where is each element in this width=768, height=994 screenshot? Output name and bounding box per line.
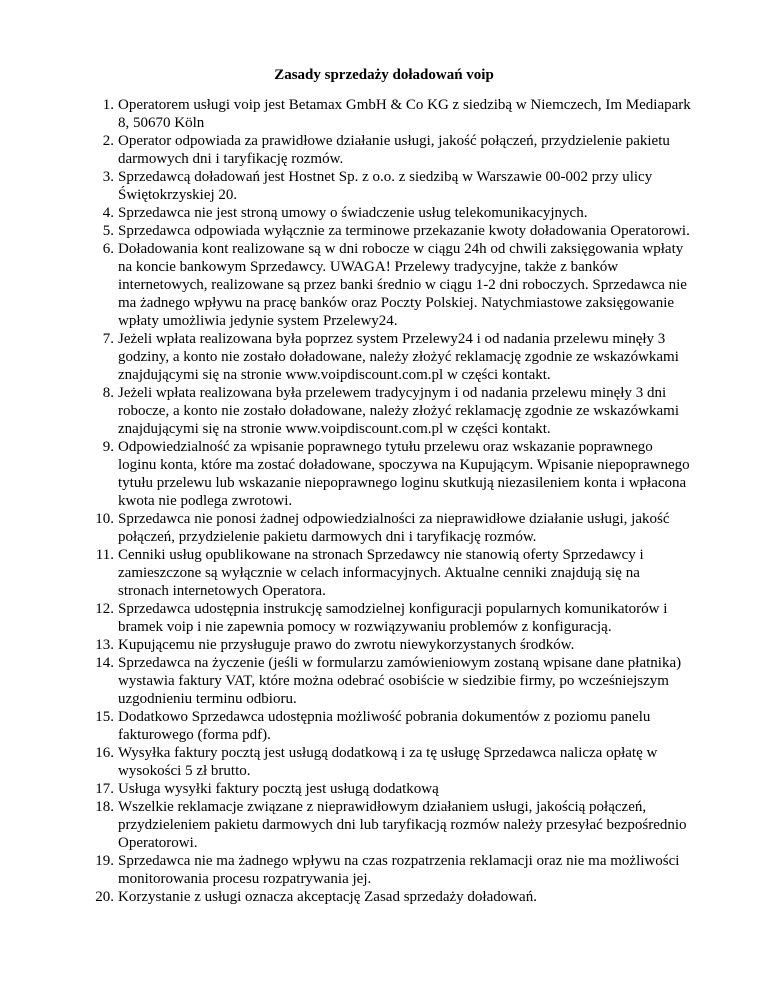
rule-item <box>95 510 692 546</box>
rule-number: 17. <box>95 781 114 797</box>
rule-number: 12. <box>95 601 114 617</box>
rule-item <box>95 852 692 888</box>
rule-number: 16. <box>95 745 114 761</box>
rule-number: 10. <box>95 511 114 527</box>
rule-item <box>102 204 692 222</box>
rule-number: 4. <box>102 205 114 221</box>
rule-item <box>95 600 692 636</box>
rule-text: Operatorem usługi voip jest Betamax GmbH & Co KG z siedzibą w Niemczech, Im Mediapark 8, 50670 Köln <box>118 97 691 131</box>
rule-text: Jeżeli wpłata realizowana była poprzez system Przelewy24 i od nadania przelewu minęły 3 godziny, a konto nie zostało doładowane, należy złożyć reklamację zgodnie ze wskazówkami znajdującymi się na stronie www.voipdiscount.com.pl w części kontakt. <box>118 331 679 383</box>
rule-item <box>95 654 692 708</box>
rule-item <box>102 438 692 510</box>
rule-item <box>95 546 692 600</box>
rule-text: Odpowiedzialność za wpisanie poprawnego tytułu przelewu oraz wskazanie poprawnego loginu konta, które ma zostać doładowane, spoczywa na Kupującym. Wpisanie niepoprawnego tytułu przelewu lub wskazanie niepoprawnego loginu skutkują niezasileniem konta i wpłacona kwota nie podlega zwrotowi. <box>118 439 690 509</box>
rule-number: 19. <box>95 853 114 869</box>
rule-text: Jeżeli wpłata realizowana była przelewem tradycyjnym i od nadania przelewu minęły 3 dni robocze, a konto nie zostało doładowane, należy złożyć reklamację zgodnie ze wskazówkami znajdującymi się na stronie www.voipdiscount.com.pl w części kontakt. <box>118 385 680 437</box>
rule-item <box>102 96 692 132</box>
rule-item <box>95 744 692 780</box>
rule-number: 7. <box>102 331 114 347</box>
rule-item <box>102 132 692 168</box>
rule-text: Sprzedawca nie ponosi żadnej odpowiedzialności za nieprawidłowe działanie usługi, jakość połączeń, przydzielenie pakietu darmowych dni i taryfikację rozmów. <box>118 511 670 545</box>
rule-text: Doładowania kont realizowane są w dni robocze w ciągu 24h od chwili zaksięgowania wpłaty na koncie bankowym Sprzedawcy. UWAGA! Przelewy tradycyjne, także z banków internetowych, realizowane są przez banki średnio w ciągu 1-2 dni roboczych. Sprzedawca nie ma żadnego wpływu na pracę banków oraz Poczty Polskiej. Natychmiastowe zaksięgowanie wpłaty umożliwia jedynie system Przelewy24. <box>118 241 687 329</box>
rule-text: Sprzedawca nie jest stroną umowy o świadczenie usług telekomunikacyjnych. <box>118 205 588 221</box>
rule-number: 20. <box>95 889 114 905</box>
rule-number: 3. <box>102 169 114 185</box>
rule-text: Kupującemu nie przysługuje prawo do zwrotu niewykorzystanych środków. <box>118 637 575 653</box>
rule-number: 8. <box>102 385 114 401</box>
rule-number: 13. <box>95 637 114 653</box>
document-title: Zasady sprzedaży doładowań voip <box>274 67 494 83</box>
rule-text: Operator odpowiada za prawidłowe działanie usługi, jakość połączeń, przydzielenie pakietu darmowych dni i taryfikację rozmów. <box>118 133 670 167</box>
rule-number: 14. <box>95 655 114 671</box>
rules-list <box>95 96 692 906</box>
rule-item <box>95 708 692 744</box>
rule-text: Sprzedawcą doładowań jest Hostnet Sp. z o.o. z siedzibą w Warszawie 00-002 przy ulicy Świętokrzyskiej 20. <box>118 169 653 203</box>
rule-number: 18. <box>95 799 114 815</box>
rule-number: 5. <box>102 223 114 239</box>
rule-text: Sprzedawca na życzenie (jeśli w formularzu zamówieniowym zostaną wpisane dane płatnika) wystawia faktury VAT, które można odebrać osobiście w siedzibie firmy, po wcześniejszym uzgodnieniu terminu odbioru. <box>118 655 682 707</box>
rule-number: 9. <box>102 439 114 455</box>
rule-item <box>95 636 692 654</box>
rule-text: Wszelkie reklamacje związane z nieprawidłowym działaniem usługi, jakością połączeń, przydzieleniem pakietu darmowych dni lub taryfikacją rozmów należy przesyłać bezpośrednio Operatorowi. <box>118 799 687 851</box>
rule-text: Sprzedawca udostępnia instrukcję samodzielnej konfiguracji popularnych komunikatorów i bramek voip i nie zapewnia pomocy w rozwiązywaniu problemów z konfiguracją. <box>118 601 668 635</box>
rule-item <box>95 888 692 906</box>
rule-number: 2. <box>102 133 114 149</box>
rule-text: Dodatkowo Sprzedawca udostępnia możliwość pobrania dokumentów z poziomu panelu fakturowego (forma pdf). <box>118 709 651 743</box>
rule-text: Sprzedawca nie ma żadnego wpływu na czas rozpatrzenia reklamacji oraz nie ma możliwości monitorowania procesu rozpatrywania jej. <box>118 853 680 887</box>
rule-item <box>95 780 692 798</box>
rule-number: 6. <box>102 241 114 257</box>
rule-text: Wysyłka faktury pocztą jest usługą dodatkową i za tę usługę Sprzedawca nalicza opłatę w wysokości 5 zł brutto. <box>118 745 658 779</box>
rule-item <box>102 168 692 204</box>
rule-item <box>102 384 692 438</box>
rule-number: 1. <box>102 97 114 113</box>
rule-number: 15. <box>95 709 114 725</box>
rule-text: Sprzedawca odpowiada wyłącznie za terminowe przekazanie kwoty doładowania Operatorowi. <box>118 223 690 239</box>
rule-text: Usługa wysyłki faktury pocztą jest usługą dodatkową <box>118 781 439 797</box>
rule-item <box>102 222 692 240</box>
rule-text: Cenniki usług opublikowane na stronach Sprzedawcy nie stanowią oferty Sprzedawcy i zamieszczone są wyłącznie w celach informacyjnych. Aktualne cenniki znajdują się na stronach internetowych Operatora. <box>118 547 644 599</box>
rule-item <box>95 798 692 852</box>
rule-item <box>102 240 692 330</box>
rule-text: Korzystanie z usługi oznacza akceptację Zasad sprzedaży doładowań. <box>118 889 537 905</box>
rule-number: 11. <box>95 547 114 563</box>
rule-item <box>102 330 692 384</box>
